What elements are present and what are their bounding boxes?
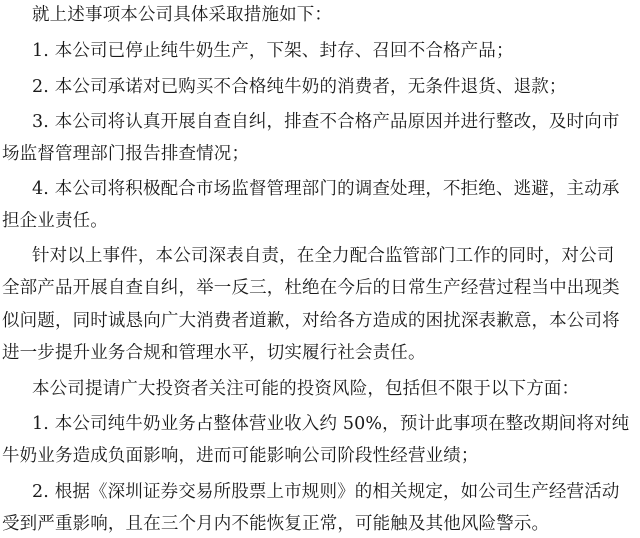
apology-paragraph-line-4: 进一步提升业务合规和管理水平，切实履行社会责任。	[2, 343, 426, 363]
risk-1-line-2: 牛奶业务造成负面影响，进而可能影响公司阶段性经营业绩；	[2, 446, 479, 466]
measure-3-line-1: 3. 本公司将认真开展自查自纠，排查不合格产品原因并进行整改，及时向市	[32, 112, 620, 132]
risk-2-line-1: 2. 根据《深圳证券交易所股票上市规则》的相关规定，如公司生产经营活动	[32, 482, 620, 502]
measure-3-line-2: 场监督管理部门报告排查情况；	[2, 144, 250, 164]
risk-2-line-2: 受到严重影响，且在三个月内不能恢复正常，可能触及其他风险警示。	[2, 514, 550, 534]
measure-4-line-1: 4. 本公司将积极配合市场监督管理部门的调查处理，不拒绝、逃避，主动承	[32, 179, 620, 199]
measure-2: 2. 本公司承诺对已购买不合格纯牛奶的消费者，无条件退货、退款；	[32, 77, 567, 97]
apology-paragraph-line-2: 全部产品开展自查自纠，举一反三，杜绝在今后的日常生产经营过程当中出现类	[2, 278, 620, 298]
measure-4-line-2: 担企业责任。	[2, 211, 108, 231]
risk-1-line-1: 1. 本公司纯牛奶业务占整体营业收入约 50%，预计此事项在整改期间将对纯	[32, 414, 630, 434]
paragraph-intro: 就上述事项本公司具体采取措施如下：	[32, 5, 333, 25]
measure-1: 1. 本公司已停止纯牛奶生产，下架、封存、召回不合格产品；	[32, 41, 514, 61]
risk-notice-intro: 本公司提请广大投资者关注可能的投资风险，包括但不限于以下方面：	[32, 379, 580, 399]
apology-paragraph-line-3: 似问题，同时诚恳向广大消费者道歉，对给各方造成的困扰深表歉意，本公司将	[2, 311, 620, 331]
apology-paragraph-line-1: 针对以上事件，本公司深表自责，在全力配合监管部门工作的同时，对公司	[32, 246, 615, 266]
